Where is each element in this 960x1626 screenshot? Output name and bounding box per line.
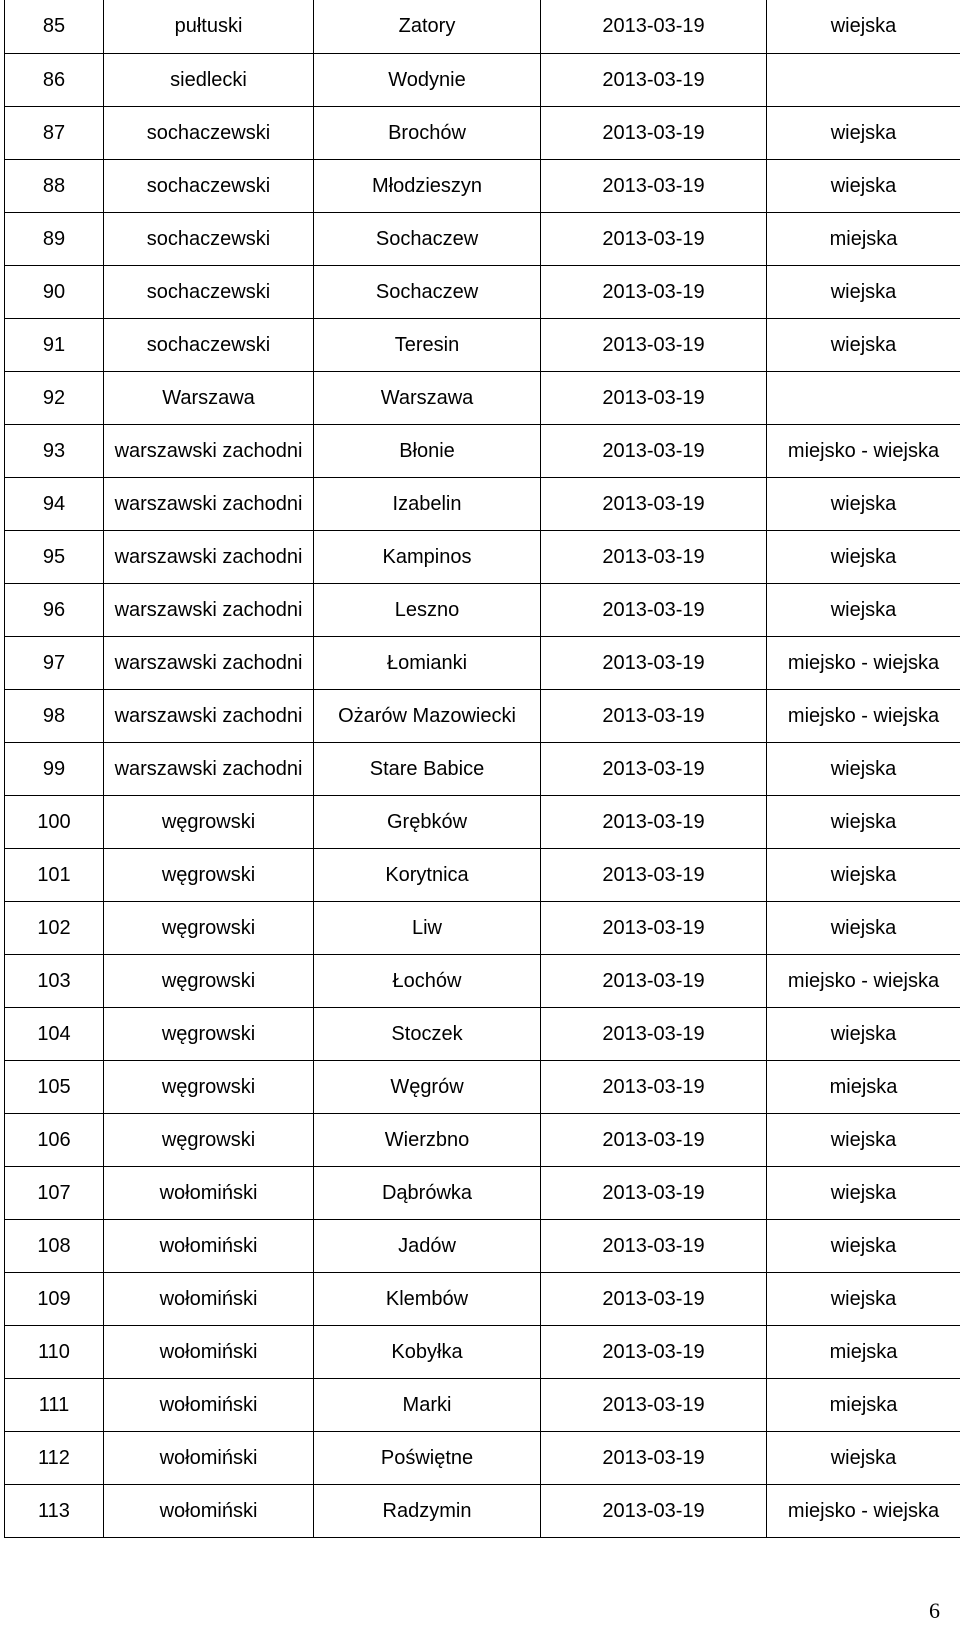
cell-municipality: Łomianki bbox=[314, 636, 541, 689]
cell-date: 2013-03-19 bbox=[541, 1113, 767, 1166]
cell-number: 112 bbox=[5, 1431, 104, 1484]
cell-municipality: Sochaczew bbox=[314, 212, 541, 265]
cell-number: 105 bbox=[5, 1060, 104, 1113]
cell-county: warszawski zachodni bbox=[104, 530, 314, 583]
cell-number: 93 bbox=[5, 424, 104, 477]
cell-municipality: Wodynie bbox=[314, 53, 541, 106]
cell-municipality: Teresin bbox=[314, 318, 541, 371]
cell-type bbox=[767, 53, 960, 106]
cell-number: 92 bbox=[5, 371, 104, 424]
cell-county: sochaczewski bbox=[104, 212, 314, 265]
cell-type: wiejska bbox=[767, 795, 960, 848]
cell-municipality: Poświętne bbox=[314, 1431, 541, 1484]
cell-number: 113 bbox=[5, 1484, 104, 1537]
cell-date: 2013-03-19 bbox=[541, 636, 767, 689]
cell-county: sochaczewski bbox=[104, 318, 314, 371]
cell-municipality: Izabelin bbox=[314, 477, 541, 530]
cell-date: 2013-03-19 bbox=[541, 1484, 767, 1537]
cell-municipality: Korytnica bbox=[314, 848, 541, 901]
cell-type: wiejska bbox=[767, 1431, 960, 1484]
cell-date: 2013-03-19 bbox=[541, 0, 767, 53]
cell-county: sochaczewski bbox=[104, 265, 314, 318]
cell-municipality: Młodzieszyn bbox=[314, 159, 541, 212]
cell-number: 94 bbox=[5, 477, 104, 530]
table-row bbox=[5, 318, 960, 371]
cell-county: wołomiński bbox=[104, 1166, 314, 1219]
cell-number: 103 bbox=[5, 954, 104, 1007]
table-row bbox=[5, 265, 960, 318]
cell-county: wołomiński bbox=[104, 1378, 314, 1431]
cell-county: warszawski zachodni bbox=[104, 424, 314, 477]
cell-number: 85 bbox=[5, 0, 104, 53]
cell-municipality: Brochów bbox=[314, 106, 541, 159]
cell-municipality: Marki bbox=[314, 1378, 541, 1431]
cell-type: wiejska bbox=[767, 1007, 960, 1060]
cell-date: 2013-03-19 bbox=[541, 689, 767, 742]
cell-date: 2013-03-19 bbox=[541, 795, 767, 848]
cell-municipality: Ożarów Mazowiecki bbox=[314, 689, 541, 742]
cell-type: wiejska bbox=[767, 901, 960, 954]
cell-type: miejsko - wiejska bbox=[767, 689, 960, 742]
cell-county: sochaczewski bbox=[104, 106, 314, 159]
cell-date: 2013-03-19 bbox=[541, 530, 767, 583]
table-row bbox=[5, 159, 960, 212]
cell-type: wiejska bbox=[767, 848, 960, 901]
table-row bbox=[5, 371, 960, 424]
cell-municipality: Warszawa bbox=[314, 371, 541, 424]
cell-county: warszawski zachodni bbox=[104, 742, 314, 795]
table-row bbox=[5, 954, 960, 1007]
cell-date: 2013-03-19 bbox=[541, 53, 767, 106]
table-row bbox=[5, 53, 960, 106]
table-row bbox=[5, 477, 960, 530]
cell-type: wiejska bbox=[767, 0, 960, 53]
cell-date: 2013-03-19 bbox=[541, 1272, 767, 1325]
cell-county: siedlecki bbox=[104, 53, 314, 106]
cell-municipality: Jadów bbox=[314, 1219, 541, 1272]
cell-number: 108 bbox=[5, 1219, 104, 1272]
cell-number: 100 bbox=[5, 795, 104, 848]
cell-type: wiejska bbox=[767, 159, 960, 212]
cell-municipality: Węgrów bbox=[314, 1060, 541, 1113]
cell-county: wołomiński bbox=[104, 1431, 314, 1484]
cell-municipality: Dąbrówka bbox=[314, 1166, 541, 1219]
cell-county: sochaczewski bbox=[104, 159, 314, 212]
table-row bbox=[5, 636, 960, 689]
cell-date: 2013-03-19 bbox=[541, 424, 767, 477]
cell-municipality: Wierzbno bbox=[314, 1113, 541, 1166]
cell-number: 88 bbox=[5, 159, 104, 212]
cell-number: 98 bbox=[5, 689, 104, 742]
cell-number: 89 bbox=[5, 212, 104, 265]
cell-date: 2013-03-19 bbox=[541, 901, 767, 954]
cell-county: wołomiński bbox=[104, 1325, 314, 1378]
cell-county: węgrowski bbox=[104, 901, 314, 954]
cell-date: 2013-03-19 bbox=[541, 583, 767, 636]
cell-county: węgrowski bbox=[104, 954, 314, 1007]
cell-number: 97 bbox=[5, 636, 104, 689]
cell-municipality: Zatory bbox=[314, 0, 541, 53]
cell-date: 2013-03-19 bbox=[541, 477, 767, 530]
cell-number: 87 bbox=[5, 106, 104, 159]
cell-county: warszawski zachodni bbox=[104, 477, 314, 530]
cell-date: 2013-03-19 bbox=[541, 265, 767, 318]
cell-type: miejsko - wiejska bbox=[767, 424, 960, 477]
cell-county: wołomiński bbox=[104, 1272, 314, 1325]
cell-type: wiejska bbox=[767, 318, 960, 371]
cell-county: węgrowski bbox=[104, 1060, 314, 1113]
cell-number: 106 bbox=[5, 1113, 104, 1166]
cell-number: 109 bbox=[5, 1272, 104, 1325]
table-row bbox=[5, 1219, 960, 1272]
table-row bbox=[5, 1113, 960, 1166]
cell-number: 90 bbox=[5, 265, 104, 318]
cell-date: 2013-03-19 bbox=[541, 1219, 767, 1272]
cell-type: wiejska bbox=[767, 1219, 960, 1272]
cell-municipality: Sochaczew bbox=[314, 265, 541, 318]
table-row bbox=[5, 530, 960, 583]
table-row bbox=[5, 689, 960, 742]
cell-county: warszawski zachodni bbox=[104, 583, 314, 636]
table-row bbox=[5, 1378, 960, 1431]
cell-county: węgrowski bbox=[104, 848, 314, 901]
cell-municipality: Radzymin bbox=[314, 1484, 541, 1537]
cell-county: wołomiński bbox=[104, 1484, 314, 1537]
cell-type: miejska bbox=[767, 1060, 960, 1113]
table-row bbox=[5, 795, 960, 848]
cell-date: 2013-03-19 bbox=[541, 1325, 767, 1378]
table-row bbox=[5, 1166, 960, 1219]
municipality-table bbox=[4, 0, 960, 1538]
table-row bbox=[5, 1007, 960, 1060]
cell-county: pułtuski bbox=[104, 0, 314, 53]
cell-municipality: Łochów bbox=[314, 954, 541, 1007]
table-row bbox=[5, 1484, 960, 1537]
cell-date: 2013-03-19 bbox=[541, 106, 767, 159]
cell-municipality: Leszno bbox=[314, 583, 541, 636]
cell-type: miejska bbox=[767, 1378, 960, 1431]
cell-date: 2013-03-19 bbox=[541, 1166, 767, 1219]
cell-county: warszawski zachodni bbox=[104, 636, 314, 689]
cell-number: 107 bbox=[5, 1166, 104, 1219]
cell-municipality: Stare Babice bbox=[314, 742, 541, 795]
cell-county: węgrowski bbox=[104, 795, 314, 848]
table-row bbox=[5, 0, 960, 53]
cell-county: węgrowski bbox=[104, 1113, 314, 1166]
cell-municipality: Kampinos bbox=[314, 530, 541, 583]
table-row bbox=[5, 742, 960, 795]
cell-type: miejsko - wiejska bbox=[767, 954, 960, 1007]
cell-type: miejska bbox=[767, 1325, 960, 1378]
cell-date: 2013-03-19 bbox=[541, 159, 767, 212]
cell-county: węgrowski bbox=[104, 1007, 314, 1060]
table-row bbox=[5, 212, 960, 265]
cell-municipality: Klembów bbox=[314, 1272, 541, 1325]
cell-type: miejsko - wiejska bbox=[767, 636, 960, 689]
cell-date: 2013-03-19 bbox=[541, 848, 767, 901]
cell-number: 110 bbox=[5, 1325, 104, 1378]
table-row bbox=[5, 1325, 960, 1378]
cell-type: wiejska bbox=[767, 1272, 960, 1325]
table-row bbox=[5, 424, 960, 477]
cell-number: 102 bbox=[5, 901, 104, 954]
cell-number: 111 bbox=[5, 1378, 104, 1431]
cell-date: 2013-03-19 bbox=[541, 954, 767, 1007]
cell-municipality: Stoczek bbox=[314, 1007, 541, 1060]
cell-type: wiejska bbox=[767, 1113, 960, 1166]
cell-type: miejska bbox=[767, 212, 960, 265]
table-row bbox=[5, 583, 960, 636]
cell-type: wiejska bbox=[767, 265, 960, 318]
cell-municipality: Błonie bbox=[314, 424, 541, 477]
table-body bbox=[5, 0, 960, 1537]
table-row bbox=[5, 901, 960, 954]
cell-number: 96 bbox=[5, 583, 104, 636]
cell-date: 2013-03-19 bbox=[541, 212, 767, 265]
table-row bbox=[5, 106, 960, 159]
cell-county: wołomiński bbox=[104, 1219, 314, 1272]
cell-type: wiejska bbox=[767, 583, 960, 636]
cell-date: 2013-03-19 bbox=[541, 1007, 767, 1060]
table-row bbox=[5, 1060, 960, 1113]
cell-type: wiejska bbox=[767, 1166, 960, 1219]
cell-type: wiejska bbox=[767, 106, 960, 159]
cell-number: 99 bbox=[5, 742, 104, 795]
cell-date: 2013-03-19 bbox=[541, 371, 767, 424]
cell-date: 2013-03-19 bbox=[541, 1060, 767, 1113]
cell-municipality: Liw bbox=[314, 901, 541, 954]
table-row bbox=[5, 1272, 960, 1325]
cell-number: 101 bbox=[5, 848, 104, 901]
page-number: 6 bbox=[929, 1598, 940, 1623]
cell-date: 2013-03-19 bbox=[541, 1378, 767, 1431]
cell-county: warszawski zachodni bbox=[104, 689, 314, 742]
cell-municipality: Kobyłka bbox=[314, 1325, 541, 1378]
cell-type: wiejska bbox=[767, 477, 960, 530]
cell-municipality: Grębków bbox=[314, 795, 541, 848]
table-row bbox=[5, 1431, 960, 1484]
cell-type: wiejska bbox=[767, 530, 960, 583]
table-row bbox=[5, 848, 960, 901]
cell-number: 104 bbox=[5, 1007, 104, 1060]
cell-type: miejsko - wiejska bbox=[767, 1484, 960, 1537]
cell-county: Warszawa bbox=[104, 371, 314, 424]
cell-type bbox=[767, 371, 960, 424]
cell-date: 2013-03-19 bbox=[541, 742, 767, 795]
cell-number: 95 bbox=[5, 530, 104, 583]
cell-date: 2013-03-19 bbox=[541, 318, 767, 371]
cell-type: wiejska bbox=[767, 742, 960, 795]
cell-date: 2013-03-19 bbox=[541, 1431, 767, 1484]
cell-number: 86 bbox=[5, 53, 104, 106]
cell-number: 91 bbox=[5, 318, 104, 371]
